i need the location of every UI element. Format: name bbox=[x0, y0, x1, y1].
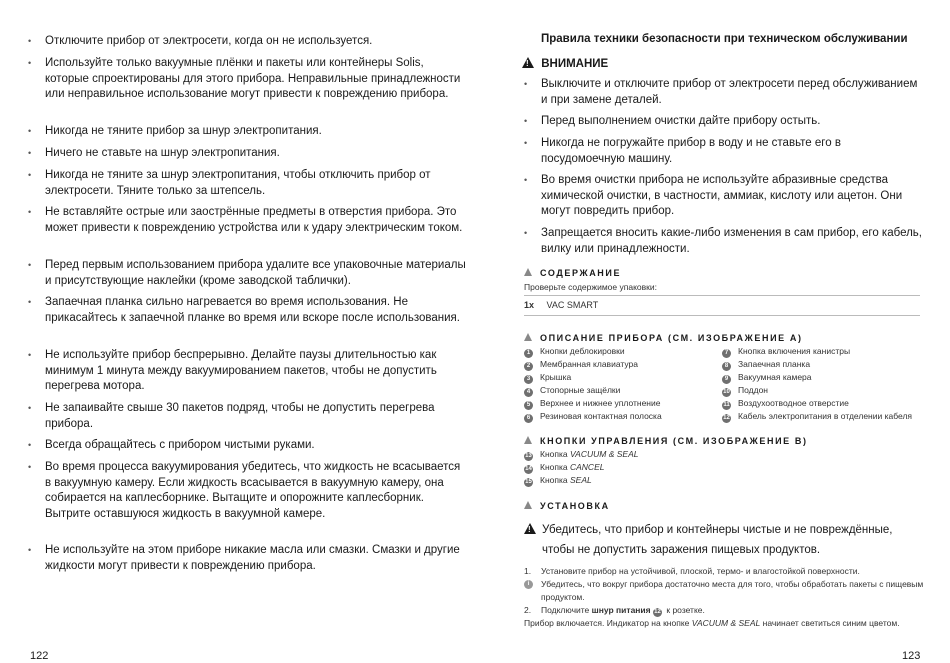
list-item: • Не вставляйте острые или заострённые предметы в отверстия прибора. Это может привести к повреждению устройства или к удару электрическим током. bbox=[28, 206, 463, 234]
bullet-icon: • bbox=[524, 228, 528, 238]
contents-row: 1x VAC SMART bbox=[524, 300, 599, 310]
warning-icon: ! bbox=[524, 523, 536, 534]
step-2: 2. Подключите шнур питания 12 к розетке. bbox=[524, 605, 705, 615]
list-item: 7 Кнопка включения канистры bbox=[722, 345, 912, 358]
list-item: 11 Воздухоотводное отверстие bbox=[723, 398, 849, 408]
bullet-icon: • bbox=[524, 138, 528, 148]
list-item: 1 Кнопки деблокировки bbox=[524, 345, 662, 358]
installation-steps bbox=[524, 565, 924, 630]
list-item: 15 Кнопка SEAL bbox=[525, 475, 592, 485]
bullet-icon: • bbox=[524, 79, 528, 89]
list-item: 8 Запаечная планка bbox=[722, 358, 912, 371]
installation-warning: ! Убедитесь, что прибор и контейнеры чистые и не повреждённые, чтобы не допустить заражения пищевых продуктов. bbox=[524, 520, 914, 560]
bullet-icon: • bbox=[28, 545, 32, 555]
list-item: • Всегда обращайтесь с прибором чистыми руками. bbox=[28, 438, 468, 454]
bullet-icon: • bbox=[28, 207, 32, 217]
list-item: • Не запаивайте свыше 30 пакетов подряд, чтобы не допустить перегрева прибора. bbox=[28, 402, 435, 430]
description-heading: ОПИСАНИЕ ПРИБОРА (СМ. ИЗОБРАЖЕНИЕ A) bbox=[524, 333, 803, 343]
step-1: 1. Установите прибор на устойчивой, плоской, термо- и влагостойкой поверхности. bbox=[524, 566, 860, 576]
number-badge: 15 bbox=[525, 479, 532, 485]
page-number: 123 bbox=[902, 650, 921, 662]
bullet-icon: • bbox=[28, 170, 32, 180]
list-item: 13 Кнопка VACUUM & SEAL bbox=[525, 449, 639, 459]
number-badge: 3 bbox=[524, 375, 533, 384]
list-item: • Запрещается вносить какие-либо изменения в сам прибор, его кабель, вилку или принадлежности. bbox=[524, 227, 922, 255]
bullet-icon: • bbox=[28, 148, 32, 158]
warning-icon bbox=[524, 333, 532, 341]
list-item: • Используйте только вакуумные плёнки и пакеты или контейнеры Solis, которые спроектированы для этого прибора. Неправильные принадлежности или неправильное использование могут привести к повреждению прибора. bbox=[28, 57, 461, 100]
list-item: • Перед выполнением очистки дайте прибору остыть. bbox=[524, 114, 924, 130]
bullet-icon: • bbox=[28, 403, 32, 413]
info-note: i Убедитесь, что вокруг прибора достаточно места для того, чтобы обработать пакеты с пищевым продуктом. bbox=[524, 578, 924, 604]
number-badge: 6 bbox=[524, 414, 533, 423]
divider bbox=[524, 315, 920, 316]
list-item: 12 Кабель электропитания в отделении кабеля bbox=[723, 411, 913, 421]
list-item: 6 Резиновая контактная полоска bbox=[524, 410, 662, 423]
page-number: 122 bbox=[30, 650, 49, 662]
warning-heading: ! ВНИМАНИЕ bbox=[522, 57, 608, 70]
list-item: • Никогда не погружайте прибор в воду и не ставьте его в посудомоечную машину. bbox=[524, 137, 841, 165]
step-result: Прибор включается. Индикатор на кнопке VACUUM & SEAL начинает светиться синим цветом. bbox=[524, 618, 900, 628]
list-item: 4 Стопорные защёлки bbox=[524, 384, 662, 397]
list-item: • Во время очистки прибора не используйте абразивные средства химической очистки, в частности, аммиак, кислоту или ацетон. Они могут повредить прибор. bbox=[524, 174, 903, 217]
list-item: 10 Поддон bbox=[723, 385, 768, 395]
bullet-icon: • bbox=[28, 36, 32, 46]
number-badge: 1 bbox=[524, 349, 533, 358]
number-badge: 14 bbox=[525, 466, 532, 472]
bullet-icon: • bbox=[28, 58, 32, 68]
list-item: 2 Мембранная клавиатура bbox=[524, 358, 662, 371]
number-badge: 5 bbox=[524, 401, 533, 410]
list-item: • Во время процесса вакуумирования убедитесь, что жидкость не всасывается в вакуумную камеру. Если жидкость всасывается в вакуумную камеру, она собирается на каплесборнике. Вытащите и опорожните каплесборник. Вытрите оставшуюся жидкость в вакуумной камере. bbox=[28, 461, 461, 520]
info-icon: i bbox=[524, 580, 533, 589]
bullet-icon: • bbox=[28, 297, 32, 307]
bullet-icon: • bbox=[28, 350, 32, 360]
contents-intro: Проверьте содержимое упаковки: bbox=[524, 282, 657, 292]
number-badge: 10 bbox=[723, 389, 730, 395]
list-item: 5 Верхнее и нижнее уплотнение bbox=[524, 397, 662, 410]
list-item: • Никогда не тяните за шнур электропитания, чтобы отключить прибор от электросети. Тяните только за штепсель. bbox=[28, 169, 431, 197]
list-item: 14 Кнопка CANCEL bbox=[525, 462, 605, 472]
controls-heading: КНОПКИ УПРАВЛЕНИЯ (СМ. ИЗОБРАЖЕНИЕ B) bbox=[524, 436, 808, 446]
number-badge: 11 bbox=[723, 402, 730, 408]
number-badge: 2 bbox=[524, 362, 533, 371]
bullet-icon: • bbox=[28, 260, 32, 270]
number-badge: 7 bbox=[722, 349, 731, 358]
parts-list-left bbox=[524, 345, 662, 423]
bullet-icon: • bbox=[28, 126, 32, 136]
warning-icon bbox=[524, 268, 532, 276]
bullet-icon: • bbox=[28, 462, 32, 472]
list-item: • Не используйте на этом приборе никакие масла или смазки. Смазки и другие жидкости могут привести к повреждению прибора. bbox=[28, 544, 460, 572]
contents-heading: СОДЕРЖАНИЕ bbox=[524, 268, 621, 278]
bullet-icon: • bbox=[524, 116, 528, 126]
list-item: • Отключите прибор от электросети, когда он не используется. bbox=[28, 34, 468, 50]
number-badge: 12 bbox=[723, 415, 730, 421]
list-item: • Перед первым использованием прибора удалите все упаковочные материалы и присутствующие наклейки (кроме заводской таблички). bbox=[28, 259, 466, 287]
warning-icon bbox=[524, 501, 532, 509]
divider bbox=[524, 295, 920, 296]
list-item: • Выключите и отключите прибор от электросети перед обслуживанием и при замене деталей. bbox=[524, 78, 918, 106]
left-page bbox=[0, 0, 470, 663]
number-badge: 8 bbox=[722, 362, 731, 371]
list-item: 3 Крышка bbox=[524, 371, 662, 384]
list-item: • Ничего не ставьте на шнур электропитания. bbox=[28, 146, 468, 162]
bullet-icon: • bbox=[524, 175, 528, 185]
controls-list bbox=[524, 448, 638, 487]
list-item: • Никогда не тяните прибор за шнур электропитания. bbox=[28, 124, 468, 140]
list-item: • Не используйте прибор беспрерывно. Делайте паузы длительностью как минимум 1 минута между вакуумированием пакетов, чтобы не допустить перегрева мотора. bbox=[28, 349, 437, 392]
number-badge: 13 bbox=[525, 453, 532, 459]
number-badge: 4 bbox=[524, 388, 533, 397]
list-item: 9 Вакуумная камера bbox=[722, 371, 912, 384]
warning-icon bbox=[524, 436, 532, 444]
bullet-icon: • bbox=[28, 440, 32, 450]
parts-list-right bbox=[722, 345, 912, 423]
list-item: • Запаечная планка сильно нагревается во время использования. Не прикасайтесь к запаечной планке во время или вскоре после использования. bbox=[28, 296, 460, 324]
number-badge: 9 bbox=[722, 375, 731, 384]
number-badge: 12 bbox=[654, 609, 661, 615]
warning-icon: ! bbox=[522, 57, 534, 68]
page-title: Правила техники безопасности при техническом обслуживании bbox=[541, 33, 908, 45]
installation-heading: УСТАНОВКА bbox=[524, 501, 610, 511]
